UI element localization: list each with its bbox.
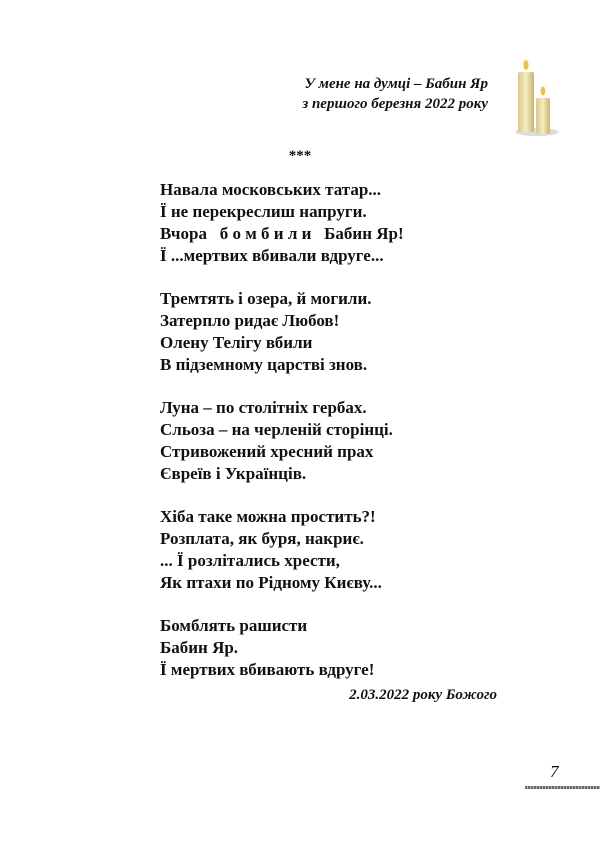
poem-line: Затерпло ридає Любов! xyxy=(160,311,340,330)
poem xyxy=(160,179,404,702)
poem-line: Як птахи по Рідному Києву... xyxy=(160,573,382,592)
poem-line: ... Ї розлітались хрести, xyxy=(160,551,340,570)
stanza xyxy=(160,397,404,485)
poem-line: Бабин Яр. xyxy=(160,638,239,657)
stanza xyxy=(160,506,404,594)
epigraph-line-2: з першого березня 2022 року xyxy=(302,96,488,112)
poem-line: Олену Телігу вбили xyxy=(160,333,313,352)
candles-icon xyxy=(512,56,562,136)
stanza xyxy=(160,179,404,267)
poem-line: Ї мертвих вбивають вдруге! xyxy=(160,660,375,679)
section-separator: *** xyxy=(288,148,312,164)
poem-line: Хіба таке можна простить?! xyxy=(160,507,376,526)
date-line: 2.03.2022 року Божого xyxy=(349,687,497,703)
stanza xyxy=(160,288,404,376)
poem-line: Розплата, як буря, накриє. xyxy=(160,529,364,548)
poem-line: Навала московських татар... xyxy=(160,180,382,199)
poem-line: Бомблять рашисти xyxy=(160,616,308,635)
page-number-rule xyxy=(525,786,600,789)
poem-line: Євреїв і Українців. xyxy=(160,464,307,483)
epigraph-line-1: У мене на думці – Бабин Яр xyxy=(304,76,488,92)
poem-line: Луна – по столітніх гербах. xyxy=(160,398,367,417)
poem-line: Тремтять і озера, й могили. xyxy=(160,289,372,308)
poem-line: В підземному царстві знов. xyxy=(160,355,368,374)
poem-line: Сльоза – на черленій сторінці. xyxy=(160,420,393,439)
poem-line: Вчора б о м б и л и Бабин Яр! xyxy=(160,224,404,243)
epigraph xyxy=(302,74,488,114)
poem-line: Ї ...мертвих вбивали вдруге... xyxy=(160,246,384,265)
poem-line: Ї не перекреслиш напруги. xyxy=(160,202,367,221)
page-number: 7 xyxy=(550,762,559,781)
poem-line: Стривожений хресний прах xyxy=(160,442,374,461)
stanza xyxy=(160,615,404,681)
